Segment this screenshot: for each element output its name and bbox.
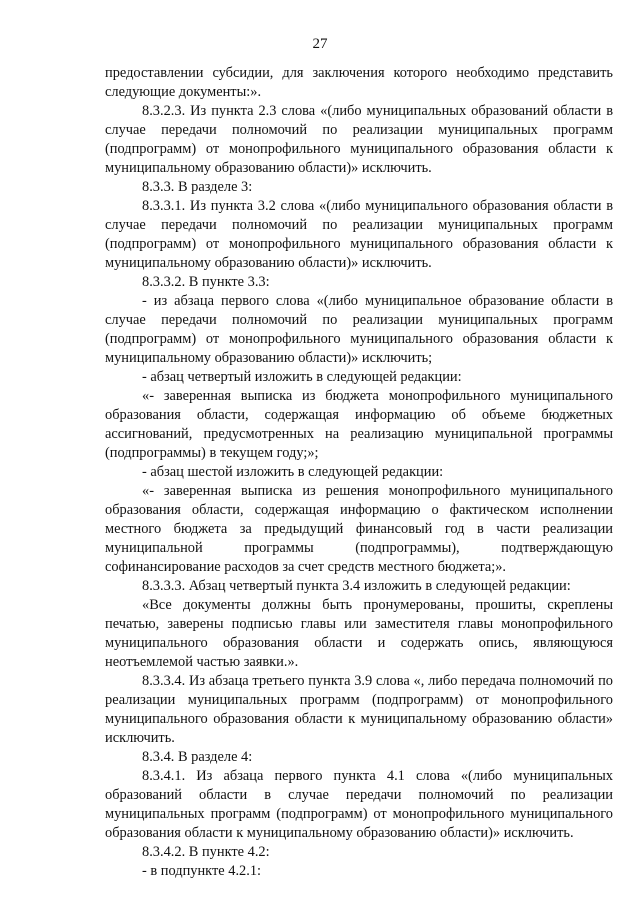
paragraph-sixth-abzac-heading: - абзац шестой изложить в следующей редакции:	[142, 464, 444, 480]
document-body	[105, 64, 613, 881]
paragraph-first-abzac-change: - из абзаца первого слова «(либо муниципальное образование области в случае передачи полномочий по реализации муниципальных программ (подпрограмм) от монопрофильного муниципального образования области к муниципальному образованию области)» исключить;	[105, 293, 613, 366]
paragraph-sixth-abzac-text: «- заверенная выписка из решения монопрофильного муниципального образования области, содержащая информацию о фактическом исполнении местного бюджета за предыдущий финансовый год в части реализации муниципальной программы (подпрограммы), подтверждающую софинансирование расходов за счет средств местного бюджета;».	[105, 483, 613, 575]
paragraph-8-3-4-1: 8.3.4.1. Из абзаца первого пункта 4.1 слова «(либо муниципальных образований области в случае передачи полномочий по реализации муниципальных программ (подпрограмм) от монопрофильного муниципального образования области к муниципальному образованию области)» исключить.	[105, 768, 613, 841]
paragraph-8-3-3-4: 8.3.3.4. Из абзаца третьего пункта 3.9 слова «, либо передача полномочий по реализации муниципальных программ (подпрограмм) от монопрофильного муниципального образования области к муниципальному образованию области» исключить.	[105, 673, 613, 746]
page-number: 27	[312, 36, 328, 52]
paragraph-8-3-3-2-heading: 8.3.3.2. В пункте 3.3:	[142, 274, 270, 290]
paragraph-fourth-abzac-heading: - абзац четвертый изложить в следующей редакции:	[142, 369, 462, 385]
paragraph-subpoint-4-2-1: - в подпункте 4.2.1:	[142, 863, 262, 879]
paragraph-continuation: предоставлении субсидии, для заключения которого необходимо представить следующие документы:».	[105, 65, 613, 100]
paragraph-8-3-2-3: 8.3.2.3. Из пункта 2.3 слова «(либо муниципальных образований области в случае передачи полномочий по реализации муниципальных программ (подпрограмм) от монопрофильного муниципального образования области к муниципальному образованию области)» исключить.	[105, 103, 613, 176]
paragraph-8-3-3-3: 8.3.3.3. Абзац четвертый пункта 3.4 изложить в следующей редакции:	[142, 578, 571, 594]
paragraph-8-3-3-heading: 8.3.3. В разделе 3:	[142, 179, 253, 195]
paragraph-8-3-3-1: 8.3.3.1. Из пункта 3.2 слова «(либо муниципального образования области в случае передачи полномочий по реализации муниципальных программ (подпрограмм) от монопрофильного муниципального образования области к муниципальному образованию области)» исключить.	[105, 198, 613, 271]
paragraph-8-3-4-2-heading: 8.3.4.2. В пункте 4.2:	[142, 844, 270, 860]
paragraph-8-3-4-heading: 8.3.4. В разделе 4:	[142, 749, 253, 765]
paragraph-fourth-abzac-text: «- заверенная выписка из бюджета монопрофильного муниципального образования области, содержащая информацию об объеме бюджетных ассигнований, предусмотренных на реализацию муниципальной программы (подпрограммы) в текущем году;»;	[105, 388, 613, 461]
paragraph-documents-requirement: «Все документы должны быть пронумерованы, прошиты, скреплены печатью, заверены подписью главы или заместителя главы монопрофильного муниципального образования области и содержать опись, являющуюся неотъемлемой частью заявки.».	[105, 597, 613, 670]
